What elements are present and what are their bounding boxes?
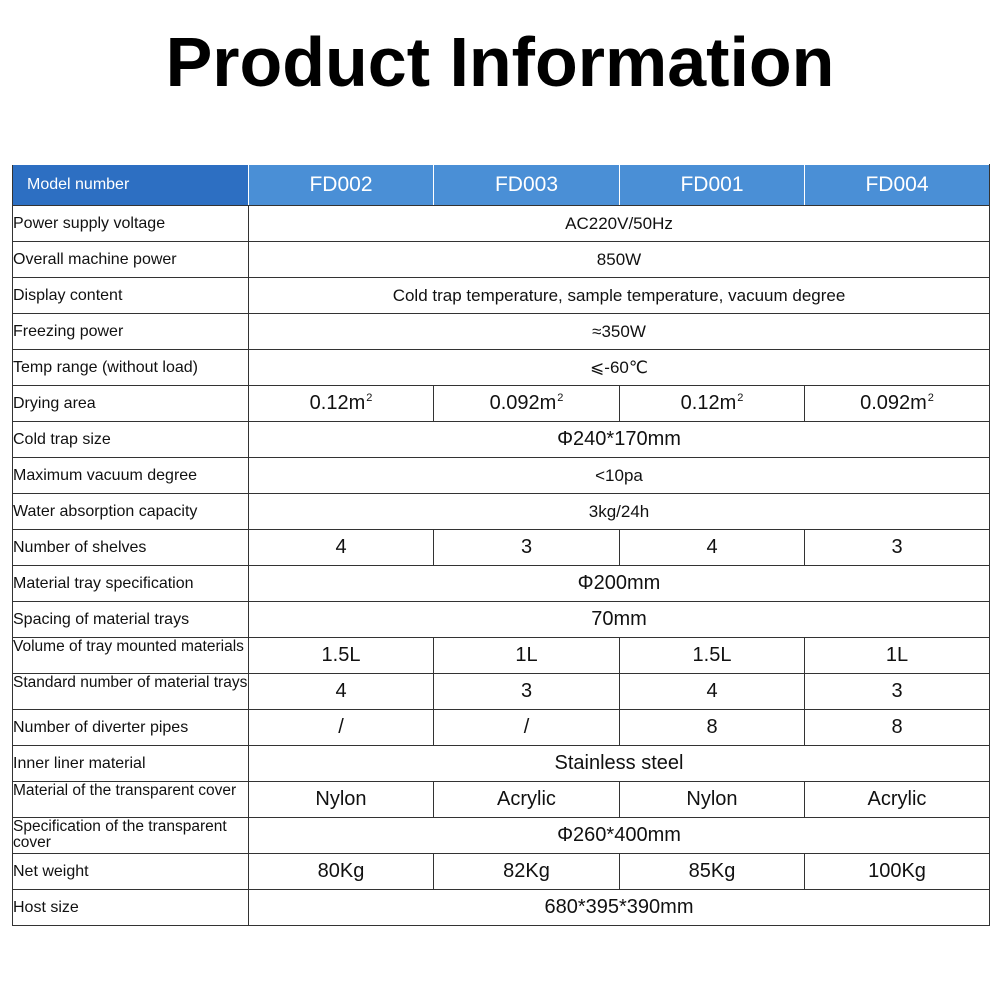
table-body	[13, 206, 990, 926]
cell-value	[434, 782, 620, 818]
cell-value	[805, 530, 990, 566]
model-header: FD002	[249, 165, 434, 206]
cell-text: 85Kg	[688, 860, 736, 882]
table-row	[13, 890, 990, 926]
row-label: Maximum vacuum degree	[13, 458, 249, 494]
cell-text: 100Kg	[868, 860, 926, 882]
cell-value	[434, 530, 620, 566]
table-row	[13, 530, 990, 566]
table-row	[13, 782, 990, 818]
cell-value	[249, 530, 434, 566]
cell-value	[805, 638, 990, 674]
row-label: Water absorption capacity	[13, 494, 249, 530]
table-row	[13, 314, 990, 350]
cell-value	[620, 638, 805, 674]
cell-text: Acrylic	[867, 788, 927, 810]
cell-value-merged: AC220V/50Hz	[249, 206, 990, 242]
cell-value	[620, 854, 805, 890]
cell-text: 0.12m	[680, 392, 737, 414]
table-row	[13, 350, 990, 386]
cell-text: 0.092m	[860, 392, 927, 414]
cell-value	[249, 638, 434, 674]
cell-value	[620, 386, 805, 422]
row-label: Spacing of material trays	[13, 602, 249, 638]
table-header-row	[13, 165, 990, 206]
row-label: Number of diverter pipes	[13, 710, 249, 746]
row-label: Freezing power	[13, 314, 249, 350]
table-row	[13, 422, 990, 458]
cell-text: 4	[706, 680, 718, 702]
cell-text: 1L	[515, 644, 538, 666]
cell-value	[434, 710, 620, 746]
cell-value	[620, 674, 805, 710]
cell-text: Nylon	[686, 788, 738, 810]
cell-text: 1L	[885, 644, 909, 666]
row-label: Temp range (without load)	[13, 350, 249, 386]
row-label: Inner liner material	[13, 746, 249, 782]
cell-value	[249, 782, 434, 818]
cell-text: 80Kg	[317, 860, 365, 882]
superscript: 2	[927, 392, 934, 404]
table-row	[13, 386, 990, 422]
cell-text: 0.092m	[489, 392, 557, 414]
cell-value	[805, 386, 990, 422]
table-row	[13, 494, 990, 530]
row-label: Volume of tray mounted materials	[13, 638, 249, 674]
cell-text: /	[523, 716, 530, 738]
row-label: Number of shelves	[13, 530, 249, 566]
cell-value-merged: Φ200mm	[249, 566, 990, 602]
cell-value-merged: ≈350W	[249, 314, 990, 350]
cell-value-merged: ⩽-60℃	[249, 350, 990, 386]
cell-value-merged: 850W	[249, 242, 990, 278]
cell-text: 0.12m	[309, 392, 366, 414]
table-row	[13, 566, 990, 602]
cell-value	[805, 854, 990, 890]
table-row	[13, 638, 990, 674]
cell-value-merged: 3kg/24h	[249, 494, 990, 530]
cell-text: Nylon	[315, 788, 367, 810]
cell-value	[620, 530, 805, 566]
cell-value-merged: 70mm	[249, 602, 990, 638]
row-label: Net weight	[13, 854, 249, 890]
row-label: Host size	[13, 890, 249, 926]
cell-text: 4	[335, 536, 347, 558]
spec-table	[12, 164, 990, 926]
row-label: Drying area	[13, 386, 249, 422]
cell-value	[434, 674, 620, 710]
cell-value-merged: 680*395*390mm	[249, 890, 990, 926]
cell-text: 4	[335, 680, 347, 702]
superscript: 2	[557, 392, 564, 404]
cell-text: 3	[520, 680, 533, 702]
cell-text: 4	[706, 536, 718, 558]
cell-value	[805, 782, 990, 818]
cell-value	[249, 674, 434, 710]
row-label: Power supply voltage	[13, 206, 249, 242]
cell-text: 8	[891, 716, 903, 738]
cell-value	[249, 710, 434, 746]
row-label: Material of the transparent cover	[13, 782, 249, 818]
cell-value	[620, 782, 805, 818]
cell-value	[434, 638, 620, 674]
row-label: Display content	[13, 278, 249, 314]
cell-value-merged: Cold trap temperature, sample temperature, vacuum degree	[249, 278, 990, 314]
table-row	[13, 746, 990, 782]
table-row	[13, 710, 990, 746]
superscript: 2	[737, 392, 744, 404]
cell-value	[620, 710, 805, 746]
table-row	[13, 242, 990, 278]
cell-value-merged: Φ240*170mm	[249, 422, 990, 458]
table-row	[13, 674, 990, 710]
cell-text: Acrylic	[497, 788, 556, 810]
cell-text: 3	[891, 536, 903, 558]
cell-text: 82Kg	[503, 860, 550, 882]
cell-value	[434, 386, 620, 422]
row-label: Material tray specification	[13, 566, 249, 602]
cell-text: 3	[891, 680, 903, 702]
cell-text: 1.5L	[321, 644, 361, 666]
cell-text: /	[338, 716, 344, 738]
row-label: Cold trap size	[13, 422, 249, 458]
table-row	[13, 854, 990, 890]
cell-text: 8	[706, 716, 718, 738]
header-label: Model number	[13, 165, 249, 206]
row-label: Specification of the transparent cover	[13, 818, 249, 854]
cell-text: 3	[520, 536, 533, 558]
table-row	[13, 278, 990, 314]
cell-value-merged: Stainless steel	[249, 746, 990, 782]
model-header: FD001	[620, 165, 805, 206]
cell-value	[805, 710, 990, 746]
table-row	[13, 458, 990, 494]
cell-value	[249, 386, 434, 422]
model-header: FD004	[805, 165, 990, 206]
cell-value-merged: Φ260*400mm	[249, 818, 990, 854]
row-label: Standard number of material trays	[13, 674, 249, 710]
cell-value-merged: <10pa	[249, 458, 990, 494]
cell-value	[249, 854, 434, 890]
table-row	[13, 602, 990, 638]
page-title: Product Information	[165, 23, 835, 101]
table-row	[13, 206, 990, 242]
superscript: 2	[366, 392, 373, 404]
cell-text: 1.5L	[692, 644, 732, 666]
table-row	[13, 818, 990, 854]
cell-value	[805, 674, 990, 710]
cell-value	[434, 854, 620, 890]
model-header: FD003	[434, 165, 620, 206]
row-label: Overall machine power	[13, 242, 249, 278]
